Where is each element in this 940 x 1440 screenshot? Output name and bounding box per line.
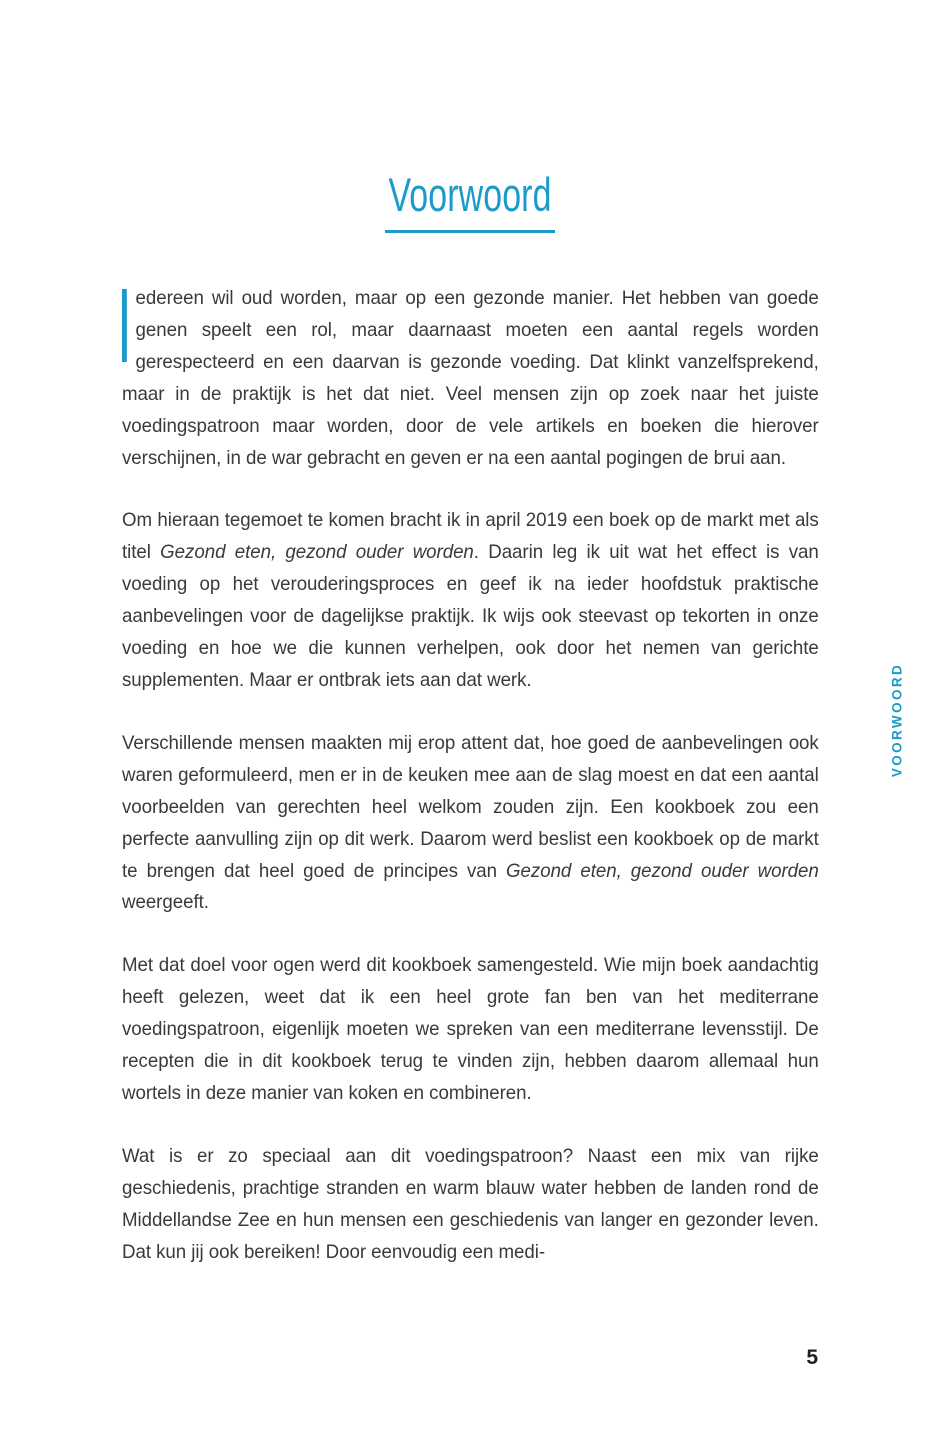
paragraph-3-run-1: Verschillende mensen maakten mij erop attent dat, hoe goed de aanbevelingen ook waren geformuleerd, men er in de keuken mee aan de slag moest en dat een aantal voorbeelden van gerechten heel welkom zouden zijn. Een kookboek zou een perfecte aanvulling zijn op dit werk. Daarom werd beslist een kookboek op de markt te brengen dat heel goed de principes van [122, 731, 819, 882]
page-title: Voorwoord [388, 168, 552, 222]
paragraph-5: Wat is er zo speciaal aan dit voedingspatroon? Naast een mix van rijke geschiedenis, prachtige stranden en warm blauw water hebben de landen rond de Middellandse Zee en hun mensen een geschiedenis van langer en gezonder leven. Dat kun jij ook bereiken! Door eenvoudig een medi- [122, 1144, 819, 1263]
paragraph-1-text: edereen wil oud worden, maar op een gezonde manier. Het hebben van goede genen speelt een rol, maar daarnaast moeten een aantal regels worden gerespecteerd en een daarvan is gezonde voeding. Dat klinkt vanzelfsprekend, maar in de praktijk is het dat niet. Veel mensen zijn op zoek naar het juiste voedingspatroon maar worden, door de vele artikels en boeken die hierover verschijnen, in de war gebracht en geven er na een aantal pogingen de brui aan. [122, 287, 819, 469]
paragraph-2-run-2: . Daarin leg ik uit wat het effect is van voeding op het verouderingsproces en geef ik na ieder hoofdstuk praktische aanbevelingen voor de dagelijkse praktijk. Ik wijs ook steevast op tekorten in onze voeding en hoe we die kunnen verhelpen, ook door het nemen van gerichte supplementen. Maar er ontbrak iets aan dat werk. [122, 541, 819, 691]
paragraph-2 [122, 505, 819, 696]
title-divider [385, 230, 555, 233]
paragraph-4: Met dat doel voor ogen werd dit kookboek samengesteld. Wie mijn boek aandachtig heeft gelezen, weet dat ik een heel grote fan ben van het mediterrane voedingspatroon, eigenlijk moeten we spreken van een mediterrane levensstijl. De recepten die in dit kookboek terug te vinden zijn, hebben daarom allemaal hun wortels in deze manier van koken en combineren. [122, 954, 819, 1104]
paragraph-1 [122, 283, 819, 474]
book-title-italic: Gezond eten, gezond ouder worden [506, 859, 819, 882]
body-content [122, 283, 818, 1268]
paragraph-3-run-2: weergeeft. [122, 891, 209, 914]
book-title-italic: Gezond eten, gezond ouder worden [160, 541, 474, 564]
dropcap-initial-i [122, 289, 127, 362]
page-number: 5 [806, 1346, 818, 1369]
running-side-tab: VOORWOORD [889, 662, 905, 778]
paragraph-3 [122, 728, 819, 919]
paragraph-2-run-1: Om hieraan tegemoet te komen bracht ik in april 2019 een boek op de markt met als titel [122, 509, 819, 564]
